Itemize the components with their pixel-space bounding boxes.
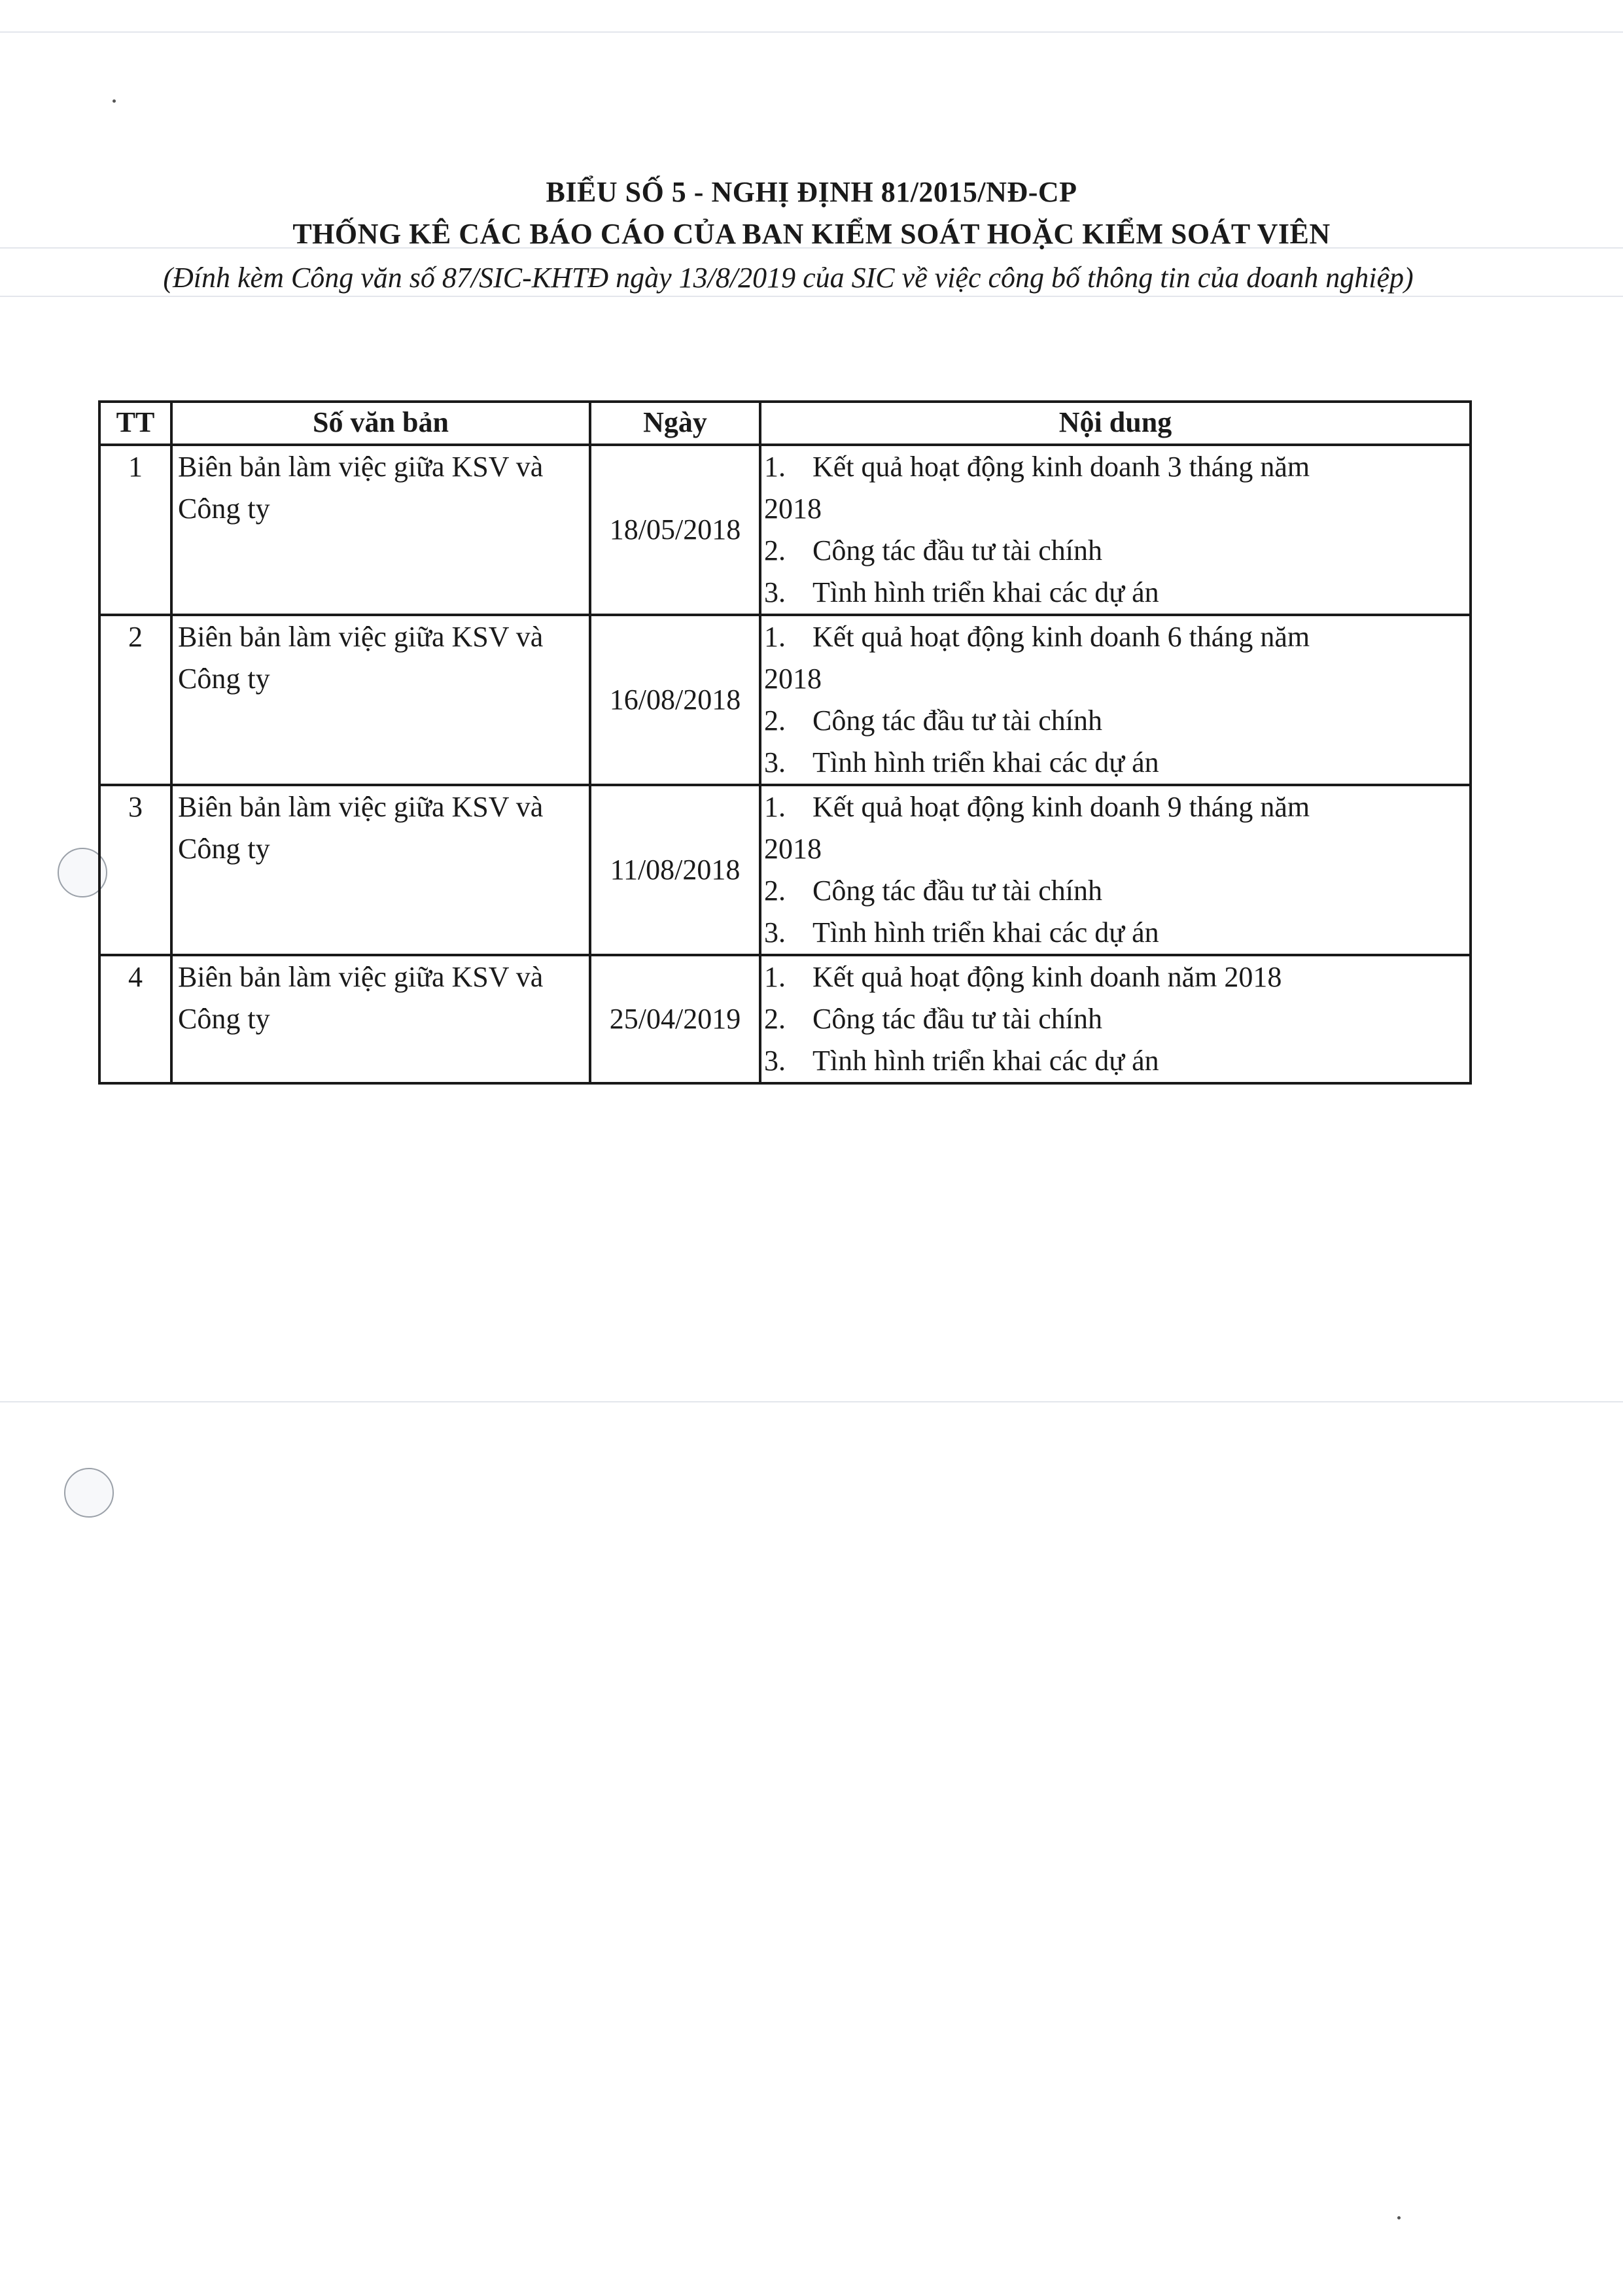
content-item-text: Tình hình triển khai các dự án (812, 746, 1159, 778)
content-item-text: Kết quả hoạt động kinh doanh 3 tháng năm (812, 451, 1310, 483)
document-name: Biên bản làm việc giữa KSV và Công ty (171, 615, 590, 785)
table-row (99, 955, 1471, 1083)
content-item-text: Tình hình triển khai các dự án (812, 1045, 1159, 1077)
table-header-row (99, 402, 1471, 445)
punch-hole (64, 1468, 114, 1518)
document-date: 25/04/2019 (590, 955, 760, 1083)
scan-artifact-line (0, 1401, 1623, 1402)
content-item-continuation: 2018 (764, 833, 822, 865)
scan-artifact-line (0, 31, 1623, 33)
content-item-number: 2. (764, 534, 786, 566)
table-row (99, 445, 1471, 615)
content-cell (760, 445, 1471, 615)
document-date: 11/08/2018 (590, 785, 760, 955)
content-item-number: 1. (764, 451, 786, 483)
content-item-number: 3. (764, 576, 786, 608)
content-item (764, 998, 1464, 1040)
row-number: 3 (99, 785, 171, 955)
content-cell (760, 615, 1471, 785)
content-item-text: Kết quả hoạt động kinh doanh 6 tháng năm (812, 621, 1310, 653)
content-item-number: 1. (764, 791, 786, 823)
table-row (99, 615, 1471, 785)
document-name: Biên bản làm việc giữa KSV và Công ty (171, 785, 590, 955)
scan-speck (1397, 2216, 1401, 2219)
content-item-number: 3. (764, 746, 786, 778)
content-item (764, 446, 1464, 488)
content-item-number: 3. (764, 916, 786, 948)
document-header (0, 171, 1623, 255)
content-item (764, 742, 1464, 784)
content-item (764, 616, 1464, 658)
content-item-text: Tình hình triển khai các dự án (812, 916, 1159, 948)
content-item (764, 956, 1464, 998)
content-item-number: 2. (764, 1003, 786, 1035)
header-noi-dung: Nội dung (760, 402, 1471, 445)
content-item-text: Kết quả hoạt động kinh doanh năm 2018 (812, 961, 1282, 993)
content-item-text: Tình hình triển khai các dự án (812, 576, 1159, 608)
document-heading: THỐNG KÊ CÁC BÁO CÁO CỦA BAN KIỂM SOÁT HOẶC KIỂM SOÁT VIÊN (292, 218, 1331, 250)
content-item-number: 2. (764, 704, 786, 737)
header-so-van-ban: Số văn bản (171, 402, 590, 445)
document-title: BIỂU SỐ 5 - NGHỊ ĐỊNH 81/2015/NĐ-CP (546, 176, 1077, 208)
document-date: 18/05/2018 (590, 445, 760, 615)
row-number: 1 (99, 445, 171, 615)
content-item-number: 2. (764, 875, 786, 907)
content-item-number: 1. (764, 621, 786, 653)
document-name: Biên bản làm việc giữa KSV và Công ty (171, 445, 590, 615)
content-item-text: Công tác đầu tư tài chính (812, 534, 1102, 566)
content-item-number: 3. (764, 1045, 786, 1077)
header-tt: TT (99, 402, 171, 445)
content-item (764, 870, 1464, 912)
content-item-continuation: 2018 (764, 663, 822, 695)
content-item-continuation: 2018 (764, 493, 822, 525)
scan-speck (113, 99, 116, 103)
document-name: Biên bản làm việc giữa KSV và Công ty (171, 955, 590, 1083)
document-date: 16/08/2018 (590, 615, 760, 785)
content-cell (760, 785, 1471, 955)
content-item (764, 572, 1464, 614)
content-item-text: Kết quả hoạt động kinh doanh 9 tháng năm (812, 791, 1310, 823)
header-ngay: Ngày (590, 402, 760, 445)
row-number: 2 (99, 615, 171, 785)
content-item-text: Công tác đầu tư tài chính (812, 875, 1102, 907)
content-item (764, 912, 1464, 954)
content-cell (760, 955, 1471, 1083)
reports-table (98, 400, 1472, 1085)
table-body (99, 445, 1471, 1083)
table-row (99, 785, 1471, 955)
content-item-text: Công tác đầu tư tài chính (812, 704, 1102, 737)
row-number: 4 (99, 955, 171, 1083)
content-item (764, 1040, 1464, 1082)
content-item (764, 530, 1464, 572)
content-item (764, 786, 1464, 828)
content-item-number: 1. (764, 961, 786, 993)
document-subtitle: (Đính kèm Công văn số 87/SIC-KHTĐ ngày 13/8/2019 của SIC về việc công bố thông tin của doanh nghiệp) (163, 262, 1414, 294)
content-item-text: Công tác đầu tư tài chính (812, 1003, 1102, 1035)
content-item (764, 700, 1464, 742)
